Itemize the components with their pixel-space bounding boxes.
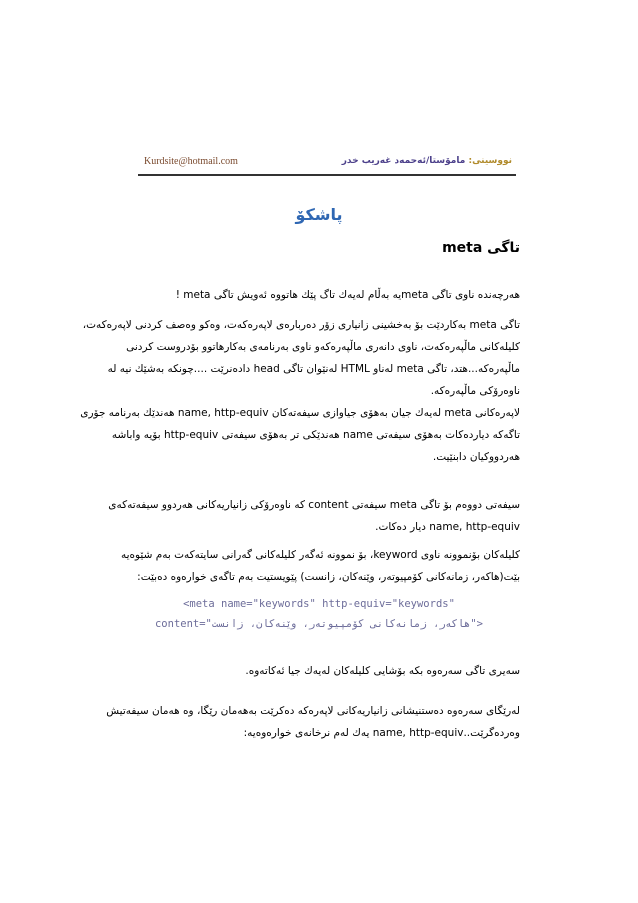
paragraph-5: كلیلەكان بۆنموونە ناوی keyword، بۆ نموونە ئەگەر كلیلەكانی گەرانی سایتەكەت بەم شێوەیە بێت(هاكەر، زمانەكانی كۆمپیوتەر، وێنەكان، زانست) پێویستیت بەم تاگەی خوارەوە دەبێت: — [120, 549, 520, 583]
paragraph-3: لاپەرەكانی meta لەیەك جیان بەهۆی جیاوازی سیفەتەكان name, http-equiv هەندێك بەرنامە جۆری تاگەكە دیاردەكات بەهۆی سیفەتی name هەندێكی تر بەهۆی سیفەتی http-equiv بۆیە واباشە هەردووكیان دابنێیت. — [80, 407, 520, 463]
author-label: نووسینی: — [468, 156, 512, 166]
paragraph-1: هەرچەندە ناوی تاگی metaیە بەڵام لەیەك تاگ پێك هاتووە ئەویش تاگی meta ! — [175, 289, 520, 301]
author-credit — [342, 156, 512, 166]
paragraph-2: تاگی meta بەكاردێت بۆ بەخشینی زانیاری زۆر دەربارەی لاپەرەكەت، وەكو وەصف كردنی لاپەرەكەت، كلیلەكانی ماڵپەرەكەت، ناوی دانەری ماڵپەرەكەو ناوی بەرنامەی بەكارهاتوو بۆدروست كردنی ماڵپەرەكە...هتد، تاگی meta لەناو HTML لەنێوان تاگی head دادەنرێت ....چونكە بەشێك نیە لە ناوەرۆكی ماڵپەرەكە. — [82, 319, 520, 397]
paragraph-4: سیفەتی دووەم بۆ تاگی meta سیفەتی content كە ناوەرۆكی زانیاریەكانی هەردوو سیفەتەكەی name, http-equiv دیار دەكات. — [108, 499, 520, 533]
author-name: مامۆستا/ئەحمەد غەریب خدر — [341, 156, 466, 166]
code-line-1: <meta name="keywords" http-equiv="keywords" — [183, 598, 455, 610]
section-heading: تاگی meta — [442, 240, 520, 256]
paragraph-7: لەرێگای سەرەوە دەستنیشانی زانیاریەكانی لاپەرەكە دەكرێت بەهەمان رێگا، وە هەمان سیفەتیش وەردەگرێت..name, http-equiv یەك لەم نرخانەی خوارەوەیە: — [106, 705, 520, 739]
paragraph-6: سەیری تاگی سەرەوە بكە بۆشایی كلیلەكان لەیەك جیا ئەكاتەوە. — [245, 665, 520, 677]
author-email: Kurdsite@hotmail.com — [144, 156, 238, 167]
code-line-2: content="هاكەر، زمانەكانی كۆمپیوتەر، وێنەكان، زانست"> — [154, 618, 483, 630]
page-title: پاشكۆ — [295, 205, 343, 224]
page-header — [138, 152, 516, 176]
